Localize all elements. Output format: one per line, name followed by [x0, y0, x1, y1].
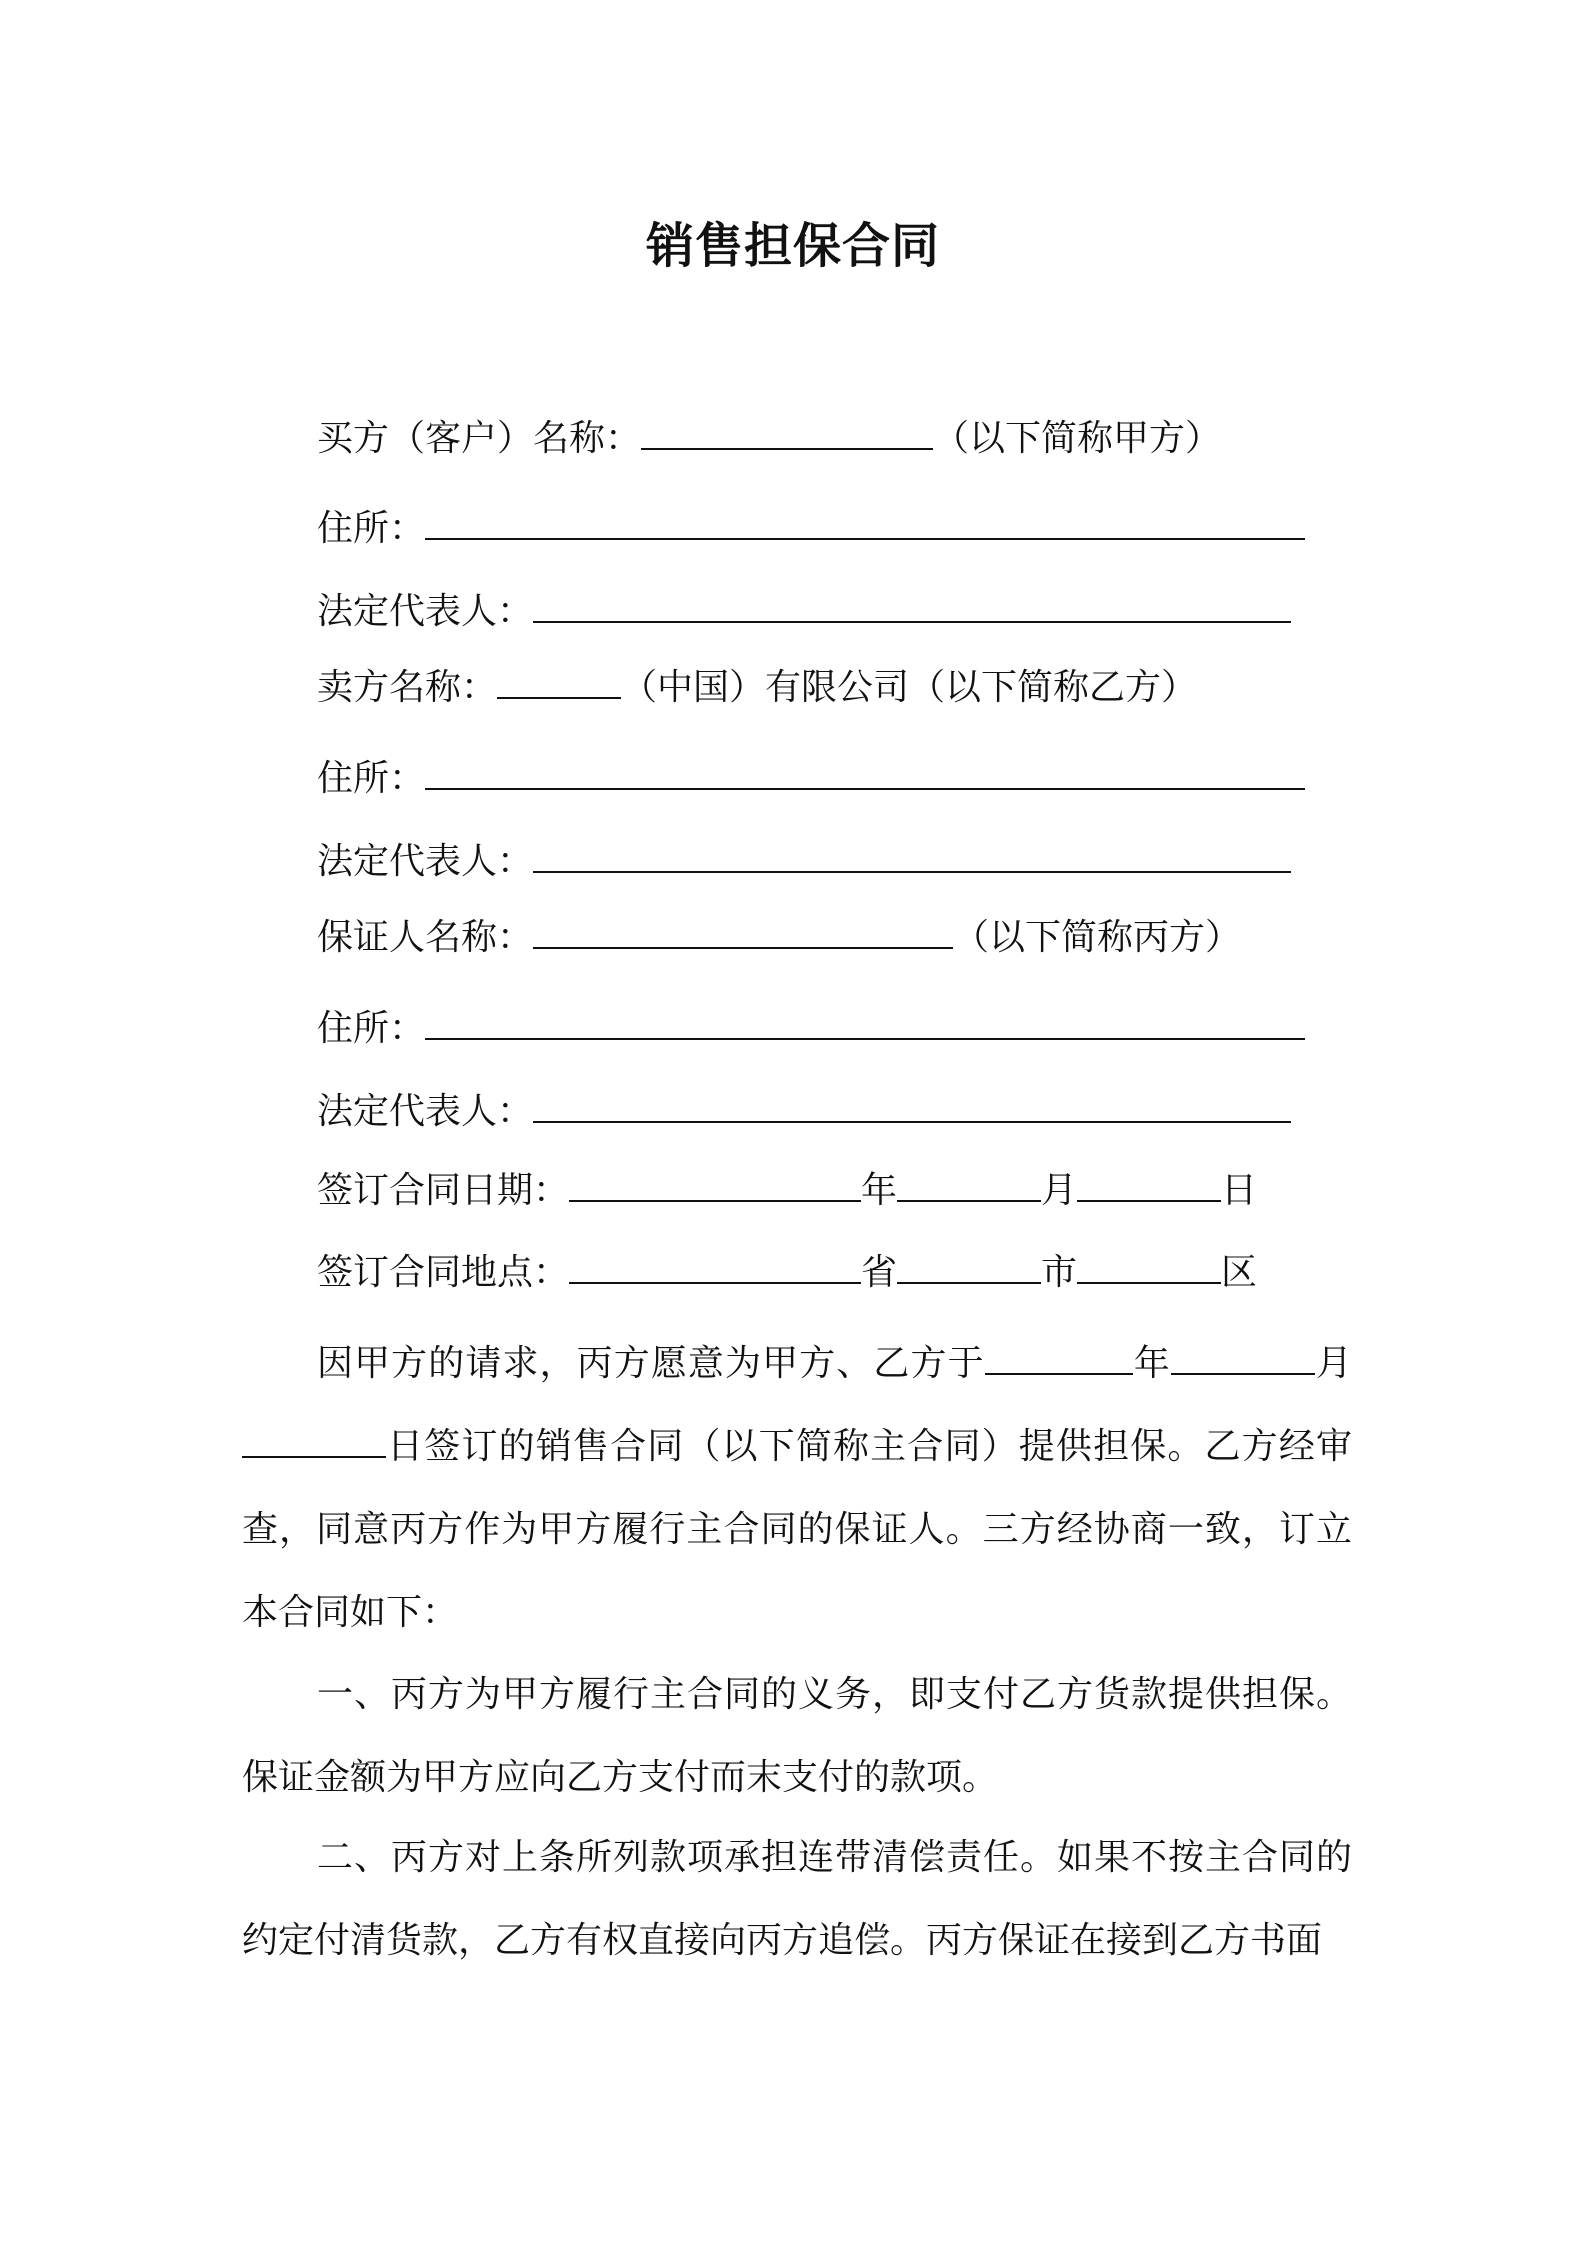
seller-address-blank[interactable]: [425, 752, 1305, 790]
preamble-month-blank[interactable]: [1171, 1339, 1315, 1375]
district-label: 区: [1221, 1252, 1258, 1293]
seller-name-line: [317, 661, 1197, 714]
guarantor-name-label: 保证人名称：: [317, 917, 534, 958]
preamble-month-label: 月: [1314, 1343, 1352, 1384]
guarantor-name-line: [317, 911, 1241, 964]
seller-name-blank[interactable]: [497, 661, 621, 699]
year-label: 年: [861, 1170, 898, 1211]
buyer-name-line: [317, 412, 1221, 465]
preamble-paragraph: [242, 1322, 1352, 1654]
buyer-rep-blank[interactable]: [533, 585, 1291, 623]
city-label: 市: [1041, 1252, 1078, 1293]
day-label: 日: [1221, 1170, 1258, 1211]
guarantor-name-blank[interactable]: [533, 911, 953, 949]
buyer-address-blank[interactable]: [425, 502, 1305, 540]
sign-place-label: 签订合同地点：: [317, 1252, 570, 1293]
seller-name-suffix: （中国）有限公司（以下简称乙方）: [621, 667, 1198, 708]
seller-address-label: 住所：: [317, 758, 426, 799]
guarantor-rep-label: 法定代表人：: [317, 1091, 534, 1132]
guarantor-rep-blank[interactable]: [533, 1085, 1291, 1123]
sign-date-line: [317, 1164, 1257, 1217]
sign-place-line: [317, 1246, 1257, 1299]
guarantor-name-suffix: （以下简称丙方）: [953, 917, 1242, 958]
sign-date-label: 签订合同日期：: [317, 1170, 570, 1211]
guarantor-address-blank[interactable]: [425, 1002, 1305, 1040]
sign-district-blank[interactable]: [1077, 1246, 1221, 1284]
buyer-rep-line: [317, 585, 1291, 638]
buyer-name-label: 买方（客户）名称：: [317, 418, 642, 459]
buyer-rep-label: 法定代表人：: [317, 591, 534, 632]
clause-1: 一、丙方为甲方履行主合同的义务，即支付乙方货款提供担保。保证金额为甲方应向乙方支付而末支付的款项。: [242, 1674, 1352, 1798]
clause-2: 二、丙方对上条所列款项承担连带清偿责任。如果不按主合同的约定付清货款，乙方有权直接向丙方追偿。丙方保证在接到乙方书面: [242, 1837, 1352, 1961]
seller-name-label: 卖方名称：: [317, 667, 498, 708]
sign-year-blank[interactable]: [569, 1164, 861, 1202]
preamble-year-blank[interactable]: [985, 1339, 1133, 1375]
buyer-name-suffix: （以下简称甲方）: [933, 418, 1222, 459]
seller-rep-line: [317, 835, 1291, 888]
sign-month-blank[interactable]: [897, 1164, 1041, 1202]
buyer-name-blank[interactable]: [641, 412, 933, 450]
province-label: 省: [861, 1252, 898, 1293]
preamble-day-blank[interactable]: [242, 1422, 386, 1458]
seller-rep-blank[interactable]: [533, 835, 1291, 873]
sign-city-blank[interactable]: [897, 1246, 1041, 1284]
guarantor-address-label: 住所：: [317, 1008, 426, 1049]
sign-province-blank[interactable]: [569, 1246, 861, 1284]
buyer-address-label: 住所：: [317, 508, 426, 549]
month-label: 月: [1041, 1170, 1078, 1211]
buyer-address-line: [317, 502, 1305, 555]
seller-rep-label: 法定代表人：: [317, 841, 534, 882]
preamble-year-label: 年: [1132, 1343, 1171, 1384]
sign-day-blank[interactable]: [1077, 1164, 1221, 1202]
guarantor-address-line: [317, 1002, 1305, 1055]
preamble-text-2: 日签订的销售合同（以下简称主合同）提供担保。乙方经审查，同意丙方作为甲方履行主合同的保证人。三方经协商一致，订立本合同如下：: [242, 1426, 1352, 1633]
preamble-text-1: 因甲方的请求，丙方愿意为甲方、乙方于: [317, 1343, 985, 1384]
seller-address-line: [317, 752, 1305, 805]
document-title: 销售担保合同: [645, 218, 940, 274]
guarantor-rep-line: [317, 1085, 1291, 1138]
